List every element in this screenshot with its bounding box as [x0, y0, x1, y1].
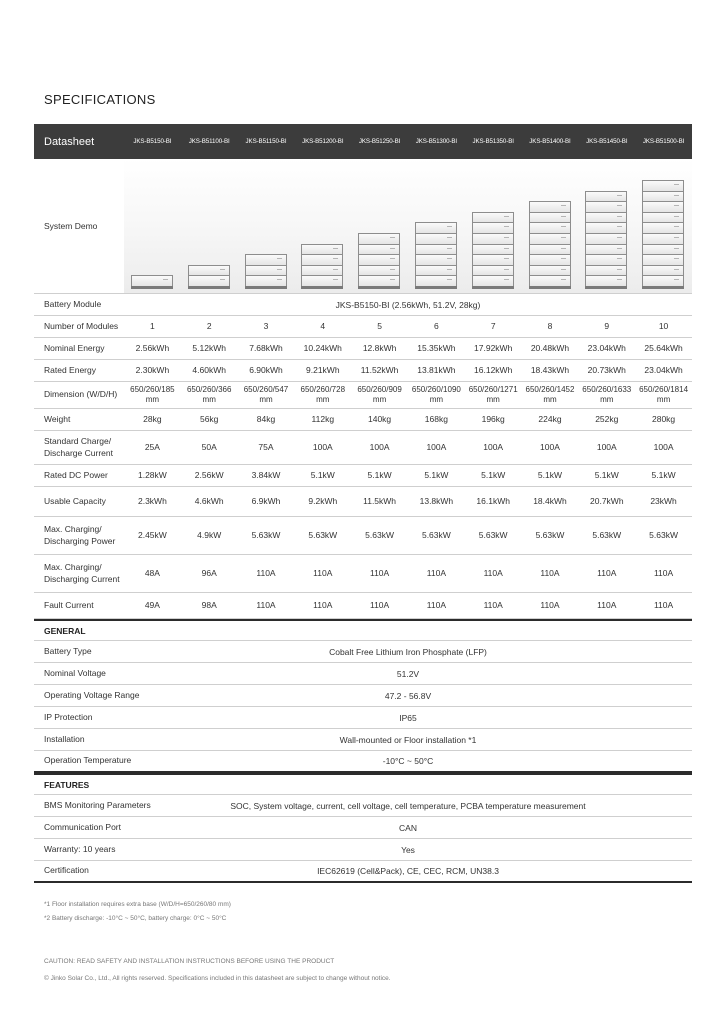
- battery-module-block: [472, 275, 514, 286]
- battery-module-block: [585, 233, 627, 244]
- battery-module-block: [529, 275, 571, 286]
- battery-module-block: [358, 233, 400, 244]
- battery-module-block: [415, 233, 457, 244]
- row-label: Fault Current: [44, 599, 94, 610]
- model-name: JKS-B51150-BI: [245, 138, 287, 145]
- header-label: Datasheet: [44, 135, 95, 148]
- cell-value: 2.56kWh: [135, 342, 170, 353]
- cell-value: 25A: [144, 441, 160, 452]
- cell-value: 5.1kW: [537, 469, 563, 480]
- spec-row: [34, 465, 692, 487]
- row-label: Nominal Voltage: [44, 667, 106, 678]
- row-label: Max. Charging/ Discharging Current: [44, 562, 120, 584]
- general-row: [34, 729, 692, 751]
- general-row: [34, 707, 692, 729]
- battery-module-block: [415, 265, 457, 276]
- cell-value: 100A: [369, 441, 390, 452]
- cell-value: 650/260/1814 mm: [639, 384, 689, 404]
- row-value: CAN: [399, 822, 417, 833]
- cell-value: 140kg: [368, 413, 392, 424]
- row-label: Communication Port: [44, 821, 122, 832]
- cell-value: 110A: [426, 567, 446, 578]
- cell-value: 110A: [597, 567, 617, 578]
- row-label: Max. Charging/ Discharging Power: [44, 524, 116, 546]
- row-label: Rated Energy: [44, 364, 96, 375]
- cell-value: 5.1kW: [424, 469, 449, 480]
- row-label: Operating Voltage Range: [44, 689, 140, 700]
- cell-value: 112kg: [311, 413, 335, 424]
- cell-value: 48A: [144, 567, 160, 578]
- cell-value: 8: [547, 320, 553, 331]
- battery-module-block: [415, 222, 457, 233]
- cell-value: 1: [150, 320, 155, 331]
- cell-value: 11.52kWh: [360, 364, 399, 375]
- cell-value: 20.48kWh: [530, 342, 570, 353]
- spec-row: [34, 316, 692, 338]
- spec-row: [34, 382, 692, 409]
- copyright-text: © Jinko Solar Co., Ltd., All rights reserved. Specifications included in this datasheet are subject to change without notice.: [44, 975, 391, 982]
- cell-value: 110A: [313, 567, 333, 578]
- cell-value: 280kg: [651, 413, 676, 424]
- battery-module-block: [642, 265, 684, 276]
- cell-value: 196kg: [481, 413, 505, 424]
- battery-module-block: [529, 201, 571, 212]
- row-value: Yes: [401, 844, 415, 855]
- battery-module-block: [642, 222, 684, 233]
- model-name: JKS-B5150-BI: [133, 138, 172, 145]
- cell-value: 6: [434, 320, 439, 331]
- spec-row: [34, 593, 692, 619]
- features-row: [34, 839, 692, 861]
- battery-module-block: [642, 180, 684, 191]
- caution-text: CAUTION: READ SAFETY AND INSTALLATION INSTRUCTIONS BEFORE USING THE PRODUCT: [44, 958, 335, 965]
- battery-module-block: [472, 233, 514, 244]
- cell-value: 110A: [597, 599, 617, 610]
- stack-base: [585, 286, 627, 289]
- battery-module-block: [131, 275, 173, 286]
- cell-value: 2.45kW: [137, 529, 167, 540]
- row-label: Battery Module: [44, 298, 102, 309]
- battery-module-block: [642, 275, 684, 286]
- section-title-general: GENERAL: [34, 619, 692, 641]
- spec-row: [34, 555, 692, 593]
- cell-value: 650/260/185 mm: [130, 384, 175, 404]
- footnote: *2 Battery discharge: -10°C ~ 50°C, battery charge: 0°C ~ 50°C: [44, 915, 227, 922]
- cell-value: 5.63kW: [308, 529, 338, 540]
- cell-value: 5.63kW: [478, 529, 508, 540]
- battery-stack: [472, 212, 514, 289]
- cell-value: 100A: [426, 441, 447, 452]
- cell-value: 650/260/1271 mm: [468, 384, 518, 404]
- general-row: [34, 685, 692, 707]
- cell-value: 5.63kW: [592, 529, 622, 540]
- battery-module-block: [529, 212, 571, 223]
- cell-value: 6.9kWh: [251, 495, 281, 506]
- cell-value: 49A: [144, 599, 160, 610]
- cell-value: 650/260/728 mm: [300, 384, 346, 404]
- battery-module-block: [245, 275, 287, 286]
- cell-value: 100A: [312, 441, 333, 452]
- cell-value: 110A: [540, 599, 560, 610]
- battery-module-block: [472, 244, 514, 255]
- cell-value: 110A: [483, 599, 503, 610]
- cell-value: 110A: [483, 567, 503, 578]
- battery-module-block: [585, 212, 627, 223]
- system-demo-row: [34, 159, 692, 294]
- model-name: JKS-B51350-BI: [472, 138, 514, 145]
- features-row: [34, 795, 692, 817]
- cell-value: 11.5kWh: [363, 495, 397, 506]
- stack-base: [529, 286, 571, 289]
- features-row: [34, 861, 692, 883]
- stack-base: [472, 286, 514, 289]
- cell-value: 110A: [540, 567, 560, 578]
- features-rows: [34, 795, 692, 883]
- cell-value: 5.63kW: [251, 529, 281, 540]
- cell-value: 16.12kWh: [474, 364, 513, 375]
- cell-value: 9.2kWh: [308, 495, 338, 506]
- cell-value: 18.43kWh: [530, 364, 570, 375]
- battery-module-block: [642, 233, 684, 244]
- battery-module-block: [529, 254, 571, 265]
- cell-value: 25.64kWh: [644, 342, 683, 353]
- cell-value: 100A: [540, 441, 560, 452]
- model-name: JKS-B51100-BI: [188, 138, 230, 145]
- cell-value: 168kg: [424, 413, 448, 424]
- footnote: *1 Floor installation requires extra base (W/D/H=650/260/80 mm): [44, 901, 231, 908]
- model-name: JKS-B51400-BI: [529, 138, 571, 145]
- battery-stack: [188, 265, 230, 289]
- system-demo-illustration: [124, 159, 692, 293]
- row-value: Cobalt Free Lithium Iron Phosphate (LFP): [329, 646, 487, 657]
- cell-value: 7.68kWh: [249, 342, 283, 353]
- battery-stack: [301, 244, 343, 289]
- row-label: Dimension (W/D/H): [44, 389, 118, 400]
- battery-module-block: [358, 254, 400, 265]
- system-demo-label: System Demo: [44, 221, 98, 231]
- spec-table: [34, 124, 692, 883]
- cell-value: 12.8kWh: [362, 342, 397, 353]
- row-value: 51.2V: [396, 668, 420, 679]
- model-name: JKS-B51250-BI: [358, 138, 401, 145]
- battery-module-block: [415, 254, 457, 265]
- cell-value: 4: [320, 320, 326, 331]
- row-label: Warranty: 10 years: [44, 843, 116, 854]
- cell-value: 5.12kWh: [192, 342, 226, 353]
- row-value: IP65: [399, 712, 417, 723]
- cell-value: 100A: [483, 441, 504, 452]
- battery-stack: [529, 201, 571, 289]
- battery-module-block: [642, 201, 684, 212]
- cell-value: 650/260/1452 mm: [525, 384, 575, 404]
- cell-value: 110A: [653, 567, 674, 578]
- cell-value: 3.84kW: [251, 469, 281, 480]
- cell-value: 1.28kW: [137, 469, 167, 480]
- cell-value: 2.30kWh: [135, 364, 170, 375]
- row-label: IP Protection: [44, 711, 93, 722]
- cell-value: 28kg: [143, 413, 162, 424]
- battery-module-block: [642, 254, 684, 265]
- cell-value: 110A: [256, 567, 276, 578]
- spec-rows: [34, 316, 692, 619]
- general-row: [34, 751, 692, 773]
- battery-module-block: [245, 265, 287, 276]
- battery-module-block: [642, 191, 684, 202]
- cell-value: 650/260/366 mm: [186, 384, 232, 404]
- row-label: Standard Charge/ Discharge Current: [44, 436, 113, 458]
- battery-module-block: [188, 265, 230, 276]
- cell-value: 56kg: [199, 413, 219, 424]
- battery-stack: [245, 254, 287, 289]
- general-rows: [34, 641, 692, 773]
- stack-base: [245, 286, 287, 289]
- battery-module-block: [358, 275, 400, 286]
- row-value: SOC, System voltage, current, cell voltage, cell temperature, PCBA temperature measurement: [230, 800, 586, 811]
- cell-value: 5.1kW: [367, 469, 392, 480]
- general-row: [34, 641, 692, 663]
- battery-module-block: [188, 275, 230, 286]
- battery-module-block: [472, 222, 514, 233]
- cell-value: 4.9kW: [197, 529, 222, 540]
- cell-value: 5.63kW: [649, 529, 678, 540]
- cell-value: 110A: [426, 599, 446, 610]
- cell-value: 650/260/1090 mm: [411, 384, 461, 404]
- cell-value: 5.1kW: [594, 469, 619, 480]
- row-label: Nominal Energy: [44, 342, 105, 353]
- cell-value: 5.63kW: [421, 529, 451, 540]
- row-value: 47.2 - 56.8V: [384, 690, 432, 701]
- cell-value: 10.24kWh: [303, 342, 342, 353]
- battery-module-block: [585, 265, 627, 276]
- cell-value: 9: [604, 320, 610, 331]
- cell-value: 15.35kWh: [417, 342, 456, 353]
- cell-value: 5: [377, 320, 382, 331]
- row-label: Installation: [44, 733, 85, 744]
- cell-value: 23.04kWh: [644, 364, 683, 375]
- battery-module-block: [529, 222, 571, 233]
- row-label: Rated DC Power: [44, 469, 108, 480]
- cell-value: 5.1kW: [651, 469, 676, 480]
- battery-module-block: [415, 244, 457, 255]
- model-name: JKS-B51450-BI: [586, 138, 628, 145]
- cell-value: 23kWh: [650, 495, 677, 506]
- general-row: [34, 663, 692, 685]
- battery-module-block: [642, 244, 684, 255]
- row-value: IEC62619 (Cell&Pack), CE, CEC, RCM, UN38.3: [317, 866, 499, 876]
- cell-value: 96A: [201, 567, 217, 578]
- model-name: JKS-B51500-BI: [642, 138, 685, 145]
- cell-value: 6.90kWh: [249, 364, 283, 375]
- battery-module-block: [301, 265, 343, 276]
- cell-value: 252kg: [595, 413, 619, 424]
- row-label: Battery Type: [44, 645, 92, 656]
- battery-module-block: [642, 212, 684, 223]
- cell-value: 100A: [596, 441, 617, 452]
- battery-stack: [358, 233, 400, 289]
- cell-value: 5.1kW: [310, 469, 335, 480]
- model-name: JKS-B51200-BI: [302, 138, 344, 145]
- cell-value: 20.7kWh: [590, 495, 624, 506]
- cell-value: 23.04kWh: [587, 342, 626, 353]
- cell-value: 16.1kWh: [476, 495, 510, 506]
- battery-module-value: JKS-B5150-BI (2.56kWh, 51.2V, 28kg): [335, 299, 481, 310]
- battery-module-block: [245, 254, 287, 265]
- battery-module-block: [472, 254, 514, 265]
- cell-value: 2.56kW: [194, 469, 224, 480]
- spec-row: [34, 431, 692, 465]
- cell-value: 84kg: [256, 413, 276, 424]
- battery-stack: [131, 275, 173, 289]
- stack-base: [131, 286, 173, 289]
- spec-row: [34, 517, 692, 555]
- battery-module-block: [585, 244, 627, 255]
- battery-module-block: [585, 191, 627, 202]
- cell-value: 50A: [201, 441, 217, 452]
- battery-module-block: [415, 275, 457, 286]
- cell-value: 17.92kWh: [474, 342, 513, 353]
- row-label: Certification: [44, 865, 89, 876]
- cell-value: 13.8kWh: [419, 495, 454, 506]
- battery-module-block: [585, 254, 627, 265]
- cell-value: 75A: [258, 441, 274, 452]
- row-label: Usable Capacity: [44, 495, 106, 506]
- cell-value: 224kg: [538, 413, 562, 424]
- model-name: JKS-B51300-BI: [415, 138, 458, 145]
- battery-module-block: [529, 244, 571, 255]
- row-label: Weight: [44, 413, 71, 424]
- spec-row: [34, 409, 692, 431]
- cell-value: 3: [263, 320, 269, 331]
- battery-stack: [642, 180, 684, 289]
- cell-value: 9.21kWh: [306, 364, 340, 375]
- cell-value: 98A: [201, 599, 217, 610]
- cell-value: 110A: [369, 567, 390, 578]
- cell-value: 5.63kW: [535, 529, 565, 540]
- cell-value: 650/260/547 mm: [243, 384, 289, 404]
- cell-value: 110A: [313, 599, 333, 610]
- battery-stack: [415, 222, 457, 289]
- stack-base: [642, 286, 684, 289]
- cell-value: 18.4kWh: [533, 495, 567, 506]
- cell-value: 5.1kW: [481, 469, 506, 480]
- cell-value: 5.63kW: [365, 529, 394, 540]
- spec-row: [34, 338, 692, 360]
- battery-module-row: [34, 294, 692, 316]
- row-label: Operation Temperature: [44, 755, 132, 766]
- cell-value: 110A: [256, 599, 276, 610]
- spec-row: [34, 360, 692, 382]
- spec-row: [34, 487, 692, 517]
- table-header: [34, 124, 692, 159]
- battery-module-block: [301, 275, 343, 286]
- cell-value: 4.60kWh: [192, 364, 226, 375]
- cell-value: 650/260/909 mm: [357, 384, 402, 404]
- battery-module-block: [472, 265, 514, 276]
- row-value: -10°C ~ 50°C: [382, 756, 434, 766]
- row-label: Number of Modules: [44, 320, 119, 331]
- row-value: Wall-mounted or Floor installation *1: [339, 734, 477, 745]
- cell-value: 2: [206, 320, 212, 331]
- cell-value: 13.81kWh: [417, 364, 456, 375]
- cell-value: 7: [490, 320, 496, 331]
- battery-module-block: [358, 244, 400, 255]
- cell-value: 650/260/1633 mm: [582, 384, 632, 404]
- cell-value: 10: [658, 320, 669, 331]
- stack-base: [358, 286, 400, 289]
- stack-base: [301, 286, 343, 289]
- stack-base: [188, 286, 230, 289]
- battery-module-block: [529, 233, 571, 244]
- cell-value: 2.3kWh: [137, 495, 167, 506]
- battery-module-block: [301, 244, 343, 255]
- battery-module-block: [529, 265, 571, 276]
- battery-module-block: [585, 222, 627, 233]
- section-title-features: FEATURES: [34, 773, 692, 795]
- features-row: [34, 817, 692, 839]
- battery-module-block: [585, 201, 627, 212]
- battery-module-block: [358, 265, 400, 276]
- battery-module-block: [585, 275, 627, 286]
- battery-module-block: [301, 254, 343, 265]
- cell-value: 4.6kWh: [194, 495, 224, 506]
- row-label: BMS Monitoring Parameters: [44, 799, 151, 810]
- battery-module-block: [472, 212, 514, 223]
- cell-value: 100A: [653, 441, 674, 452]
- cell-value: 110A: [369, 599, 390, 610]
- cell-value: 20.73kWh: [587, 364, 626, 375]
- cell-value: 110A: [653, 599, 674, 610]
- page-title: SPECIFICATIONS: [44, 92, 156, 107]
- stack-base: [415, 286, 457, 289]
- battery-stack: [585, 191, 627, 289]
